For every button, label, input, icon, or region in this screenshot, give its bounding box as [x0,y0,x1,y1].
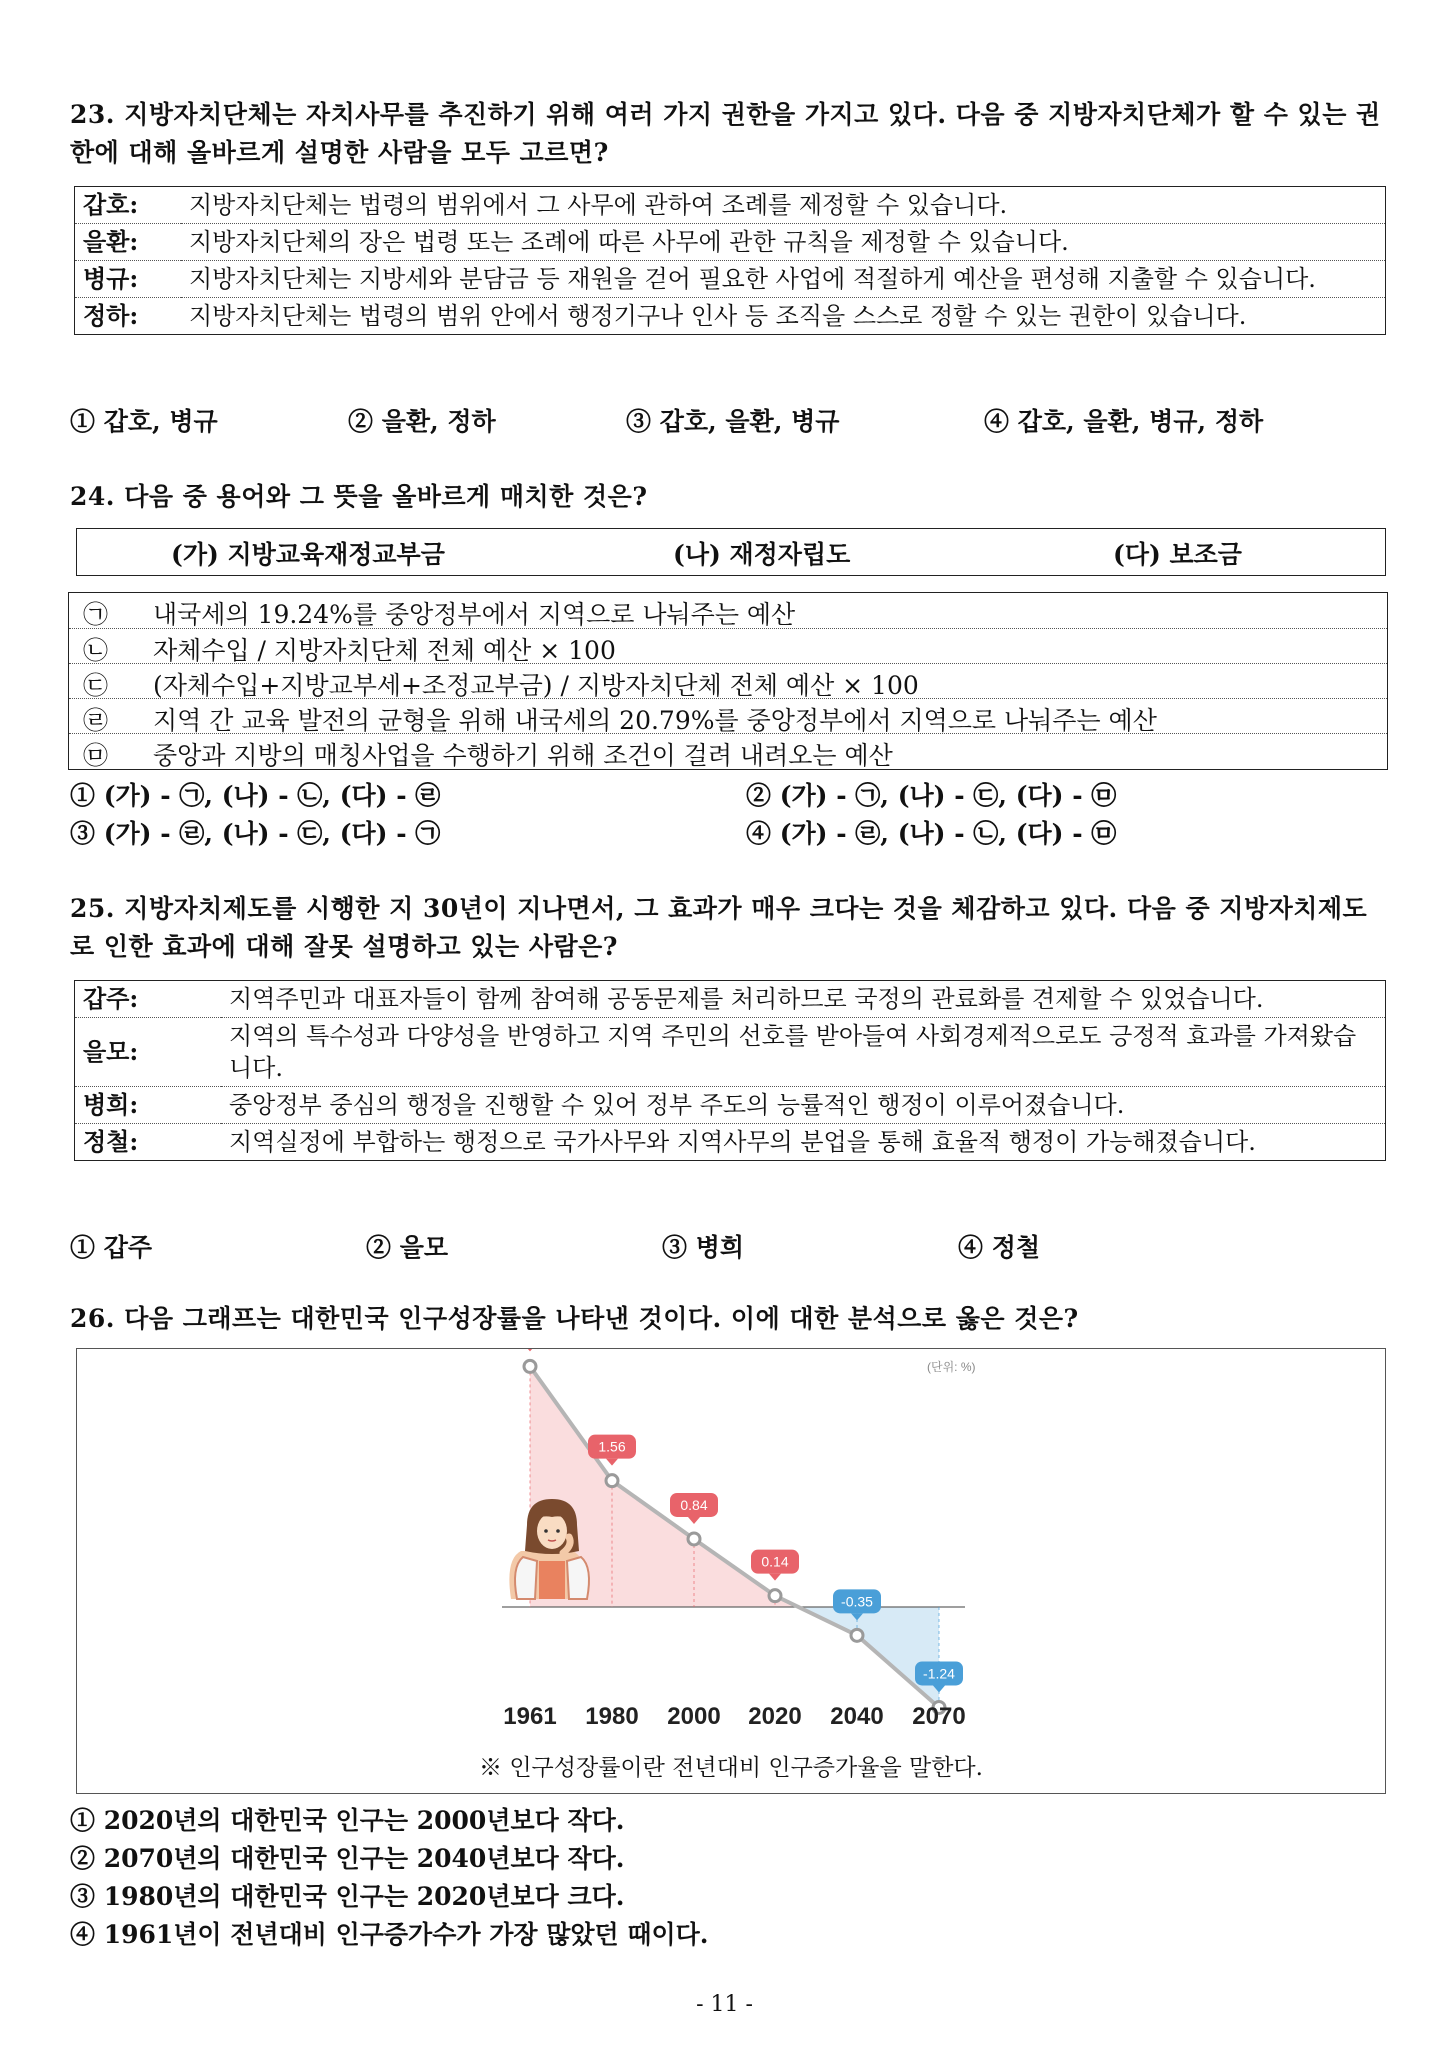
definition-row [69,663,1387,699]
x-tick-label: 2000 [667,1703,721,1730]
data-label: -0.35 [841,1593,873,1610]
statement: 중앙정부 중심의 행정을 진행할 수 있어 정부 주도의 능률적인 행정이 이루어졌습니다. [221,1087,1386,1124]
x-tick-label: 2070 [912,1703,966,1730]
speaker-name: 갑주: [83,984,139,1013]
term-da: (다) 보조금 [1113,540,1242,569]
data-point [524,1360,536,1372]
speaker-name: 병규: [75,261,182,298]
speaker-name: 을모: [75,1018,222,1087]
table-row [75,981,1386,1018]
data-point [688,1533,700,1545]
data-point [851,1629,863,1641]
definition-row [69,733,1387,769]
option-2[interactable]: ② 을환, 정하 [348,407,496,436]
definition-text: 중앙과 지방의 매칭사업을 수행하기 위해 조건이 걸려 내려오는 예산 [153,741,893,770]
statement: 지역실정에 부합하는 행정으로 국가사무와 지역사무의 분업을 통해 효율적 행정이 가능해졌습니다. [221,1124,1386,1161]
data-point [606,1475,618,1487]
option-2[interactable]: ② 을모 [366,1233,449,1262]
statement: 지방자치단체는 지방세와 분담금 등 재원을 걷어 필요한 사업에 적절하게 예산을 편성해 지출할 수 있습니다. [181,261,1386,298]
definition-symbol: ㉡ [83,636,109,665]
question-25-table [74,980,1386,1161]
definition-text: 지역 간 교육 발전의 균형을 위해 내국세의 20.79%를 중앙정부에서 지역으로 나눠주는 예산 [153,706,1157,735]
term-na: (나) 재정자립도 [673,540,851,569]
option-2[interactable]: ② (가) - ㉠, (나) - ㉢, (다) - ㉤ [746,781,1117,810]
option-3[interactable]: ③ (가) - ㉣, (나) - ㉢, (다) - ㉠ [70,819,441,848]
question-25-stem: 25. 지방자치제도를 시행한 지 30년이 지나면서, 그 효과가 매우 크다는 것을 체감하고 있다. 다음 중 지방자치제도로 인한 효과에 대해 잘못 설명하고 있는 사람은? [70,894,1368,961]
speaker-name: 갑호: [83,190,139,219]
speaker-name: 을환: [75,224,182,261]
table-row [75,1124,1386,1161]
table-row [75,298,1386,335]
table-row [75,187,1386,224]
unit-label: (단위: %) [927,1360,976,1374]
x-tick-label: 1980 [585,1703,639,1730]
speaker-name: 병희: [75,1087,222,1124]
definition-symbol: ㉢ [83,671,109,700]
chart-svg [77,1349,1385,1793]
definition-text: (자체수입+지방교부세+조정교부금) / 지방자치단체 전체 예산 × 100 [153,671,919,700]
data-label: 1.56 [598,1438,626,1455]
definition-symbol: ㉠ [83,600,109,629]
definitions-box [68,592,1388,770]
definition-row [69,593,1387,628]
terms-box [76,528,1386,576]
x-tick-labels [503,1703,965,1730]
statement: 지역주민과 대표자들이 함께 참여해 공동문제를 처리하므로 국정의 관료화를 견제할 수 있었습니다. [229,985,1264,1013]
question-26-stem: 26. 다음 그래프는 대한민국 인구성장률을 나타낸 것이다. 이에 대한 분석으로 옳은 것은? [70,1304,1079,1333]
definition-row [69,698,1387,734]
term-ga: (가) 지방교육재정교부금 [171,540,445,569]
option-1[interactable]: ① 갑주 [70,1233,153,1262]
option-2[interactable]: ② 2070년의 대한민국 인구는 2040년보다 작다. [70,1844,625,1873]
option-4[interactable]: ④ 1961년이 전년대비 인구증가수가 가장 많았던 때이다. [70,1920,709,1949]
question-24-stem: 24. 다음 중 용어와 그 뜻을 올바르게 매치한 것은? [70,482,648,511]
definition-symbol: ㉣ [83,706,109,735]
statement: 지방자치단체의 장은 법령 또는 조례에 따른 사무에 관한 규칙을 제정할 수 있습니다. [181,224,1386,261]
speaker-name: 정철: [75,1124,222,1161]
table-row [75,1018,1386,1087]
statement: 지방자치단체는 법령의 범위 안에서 행정기구나 인사 등 조직을 스스로 정할 수 있는 권한이 있습니다. [181,298,1386,335]
table-row [75,224,1386,261]
negative-area [798,1607,939,1707]
question-23-stem: 23. 지방자치단체는 자치사무를 추진하기 위해 여러 가지 권한을 가지고 있다. 다음 중 지방자치단체가 할 수 있는 권한에 대해 올바르게 설명한 사람을 모두 고르면? [70,100,1381,167]
data-label-pointer [524,1349,536,1351]
option-1[interactable]: ① (가) - ㉠, (나) - ㉡, (다) - ㉣ [70,781,441,810]
data-label: -1.24 [923,1665,955,1682]
table-row [75,261,1386,298]
option-4[interactable]: ④ (가) - ㉣, (나) - ㉡, (다) - ㉤ [746,819,1117,848]
chart-footnote: ※ 인구성장률이란 전년대비 인구증가율을 말한다. [479,1755,983,1781]
definition-text: 내국세의 19.24%를 중앙정부에서 지역으로 나눠주는 예산 [153,600,796,629]
question-24-options-row1 [70,776,1390,812]
option-3[interactable]: ③ 병희 [662,1233,745,1262]
speaker-name: 정하: [75,298,182,335]
option-3[interactable]: ③ 1980년의 대한민국 인구는 2020년보다 크다. [70,1882,625,1911]
question-23-options [70,402,1390,438]
x-tick-label: 2020 [748,1703,802,1730]
data-label: 0.14 [761,1553,789,1570]
option-4[interactable]: ④ 갑호, 을환, 병규, 정하 [984,407,1264,436]
statement: 지방자치단체는 법령의 범위에서 그 사무에 관하여 조례를 제정할 수 있습니다. [189,191,1008,219]
data-label-pointer [606,1459,618,1466]
question-25-options [70,1228,1390,1264]
data-label: 0.84 [680,1496,708,1513]
population-growth-chart [76,1348,1386,1794]
definition-symbol: ㉤ [83,741,109,770]
definition-row [69,628,1387,664]
area-fill [530,1366,939,1707]
question-26-options [70,1802,1370,1954]
option-3[interactable]: ③ 갑호, 을환, 병규 [626,407,840,436]
option-4[interactable]: ④ 정철 [958,1233,1041,1262]
option-1[interactable]: ① 갑호, 병규 [70,407,218,436]
x-tick-label: 1961 [503,1703,557,1730]
table-row [75,1087,1386,1124]
page-number: - 11 - [696,1992,753,2017]
x-tick-label: 2040 [830,1703,884,1730]
statement: 지역의 특수성과 다양성을 반영하고 지역 주민의 선호를 받아들여 사회경제적으로도 긍정적 효과를 가져왔습니다. [221,1018,1386,1087]
definition-text: 자체수입 / 지방자치단체 전체 예산 × 100 [153,636,616,665]
option-1[interactable]: ① 2020년의 대한민국 인구는 2000년보다 작다. [70,1806,625,1835]
data-label-pointer [769,1574,781,1581]
data-label-pointer [688,1517,700,1524]
question-23-table [74,186,1386,335]
data-point [769,1590,781,1602]
question-24-options-row2 [70,814,1390,850]
